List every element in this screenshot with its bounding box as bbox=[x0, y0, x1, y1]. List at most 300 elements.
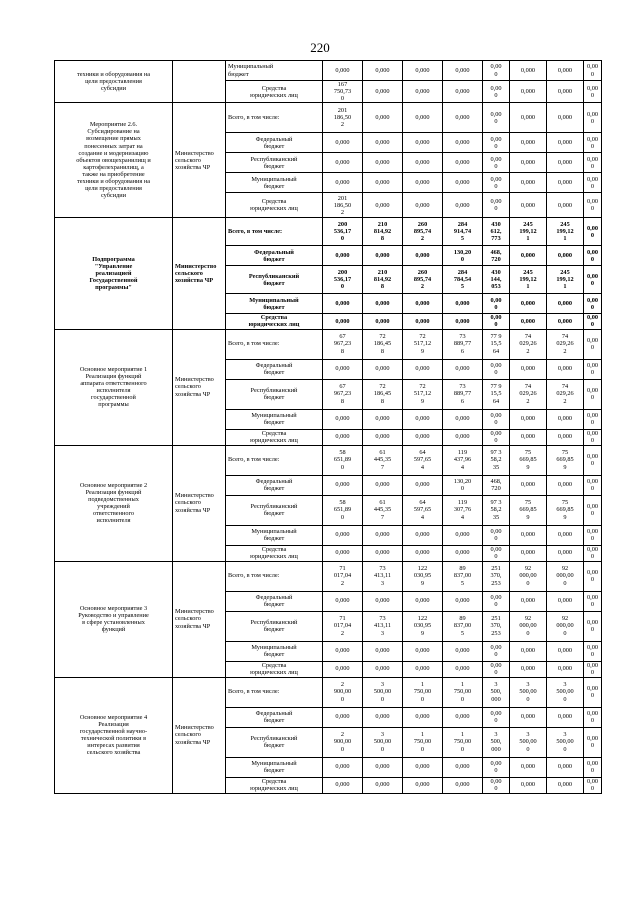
value-cell: 3 500,00 0 bbox=[510, 677, 547, 707]
program-name-cell: Подпрограмма "Управление реализацией Государственной программы" bbox=[55, 218, 173, 329]
value-cell: 130,20 0 bbox=[443, 475, 483, 495]
value-cell: 0,000 bbox=[363, 429, 403, 445]
value-cell: 0,00 0 bbox=[584, 545, 602, 561]
value-cell: 73 889,77 6 bbox=[443, 379, 483, 409]
value-cell: 0,00 0 bbox=[483, 81, 510, 103]
value-cell: 0,00 0 bbox=[483, 153, 510, 173]
value-cell: 1 750,00 0 bbox=[443, 727, 483, 757]
value-cell: 71 017,04 2 bbox=[323, 561, 363, 591]
value-cell: 0,000 bbox=[443, 545, 483, 561]
value-cell: 167 750,73 0 bbox=[323, 81, 363, 103]
value-cell: 0,000 bbox=[323, 545, 363, 561]
funding-source-cell: Муниципальный бюджет bbox=[226, 294, 323, 314]
value-cell: 0,00 0 bbox=[584, 525, 602, 545]
value-cell: 3 500,00 0 bbox=[363, 677, 403, 707]
funding-source-cell: Всего, в том числе: bbox=[226, 561, 323, 591]
funding-source-cell: Федеральный бюджет bbox=[226, 246, 323, 266]
value-cell: 0,000 bbox=[510, 591, 547, 611]
value-cell: 0,00 0 bbox=[483, 173, 510, 193]
funding-source-cell: Всего, в том числе: bbox=[226, 103, 323, 133]
value-cell: 58 651,89 0 bbox=[323, 495, 363, 525]
funding-source-cell: Республиканский бюджет bbox=[226, 153, 323, 173]
value-cell: 97 3 58,2 35 bbox=[483, 445, 510, 475]
program-name-cell: Основное мероприятие 1 Реализация функций аппарата ответственного исполнителя государственной программы bbox=[55, 329, 173, 445]
value-cell: 0,000 bbox=[547, 661, 584, 677]
value-cell: 0,000 bbox=[403, 81, 443, 103]
value-cell: 0,000 bbox=[547, 545, 584, 561]
executor-cell: Министерство сельского хозяйства ЧР bbox=[173, 329, 226, 445]
value-cell: 0,000 bbox=[403, 757, 443, 777]
value-cell: 0,000 bbox=[323, 61, 363, 81]
value-cell: 201 186,50 2 bbox=[323, 193, 363, 218]
value-cell: 0,00 0 bbox=[584, 294, 602, 314]
value-cell: 0,000 bbox=[547, 757, 584, 777]
value-cell: 0,00 0 bbox=[483, 359, 510, 379]
value-cell: 0,000 bbox=[403, 133, 443, 153]
value-cell: 89 837,00 5 bbox=[443, 611, 483, 641]
value-cell: 0,000 bbox=[547, 475, 584, 495]
table-row bbox=[55, 103, 602, 133]
value-cell: 0,00 0 bbox=[584, 561, 602, 591]
value-cell: 0,000 bbox=[510, 193, 547, 218]
value-cell: 0,000 bbox=[363, 193, 403, 218]
value-cell: 0,000 bbox=[403, 707, 443, 727]
value-cell: 0,000 bbox=[403, 409, 443, 429]
value-cell: 0,00 0 bbox=[584, 677, 602, 707]
value-cell: 200 536,17 0 bbox=[323, 218, 363, 246]
value-cell: 3 500, 000 bbox=[483, 677, 510, 707]
value-cell: 251 370, 253 bbox=[483, 561, 510, 591]
value-cell: 0,000 bbox=[403, 545, 443, 561]
executor-cell: Министерство сельского хозяйства ЧР bbox=[173, 445, 226, 561]
value-cell: 0,000 bbox=[323, 246, 363, 266]
value-cell: 0,000 bbox=[510, 475, 547, 495]
value-cell: 0,00 0 bbox=[584, 429, 602, 445]
program-name-cell: техники и оборудования на цели предоставления субсидии bbox=[55, 61, 173, 103]
program-name-cell: Основное мероприятие 4 Реализация государственной научно- технической политики в интересах развития сельского хозяйства bbox=[55, 677, 173, 793]
executor-cell: Министерство сельского хозяйства ЧР bbox=[173, 218, 226, 329]
value-cell: 0,000 bbox=[403, 525, 443, 545]
funding-source-cell: Средства юридических лиц bbox=[226, 314, 323, 329]
value-cell: 75 669,85 9 bbox=[510, 495, 547, 525]
value-cell: 1 750,00 0 bbox=[443, 677, 483, 707]
value-cell: 0,000 bbox=[363, 61, 403, 81]
value-cell: 77 9 15,5 64 bbox=[483, 329, 510, 359]
value-cell: 92 000,00 0 bbox=[510, 611, 547, 641]
value-cell: 0,000 bbox=[443, 707, 483, 727]
value-cell: 0,000 bbox=[443, 81, 483, 103]
value-cell: 0,000 bbox=[363, 591, 403, 611]
value-cell: 0,00 0 bbox=[584, 218, 602, 246]
value-cell: 0,00 0 bbox=[483, 661, 510, 677]
value-cell: 0,000 bbox=[510, 294, 547, 314]
value-cell: 0,000 bbox=[443, 153, 483, 173]
value-cell: 200 536,17 0 bbox=[323, 266, 363, 294]
value-cell: 0,000 bbox=[323, 133, 363, 153]
funding-source-cell: Всего, в том числе: bbox=[226, 677, 323, 707]
value-cell: 74 029,26 2 bbox=[547, 379, 584, 409]
value-cell: 73 889,77 6 bbox=[443, 329, 483, 359]
value-cell: 0,00 0 bbox=[584, 379, 602, 409]
value-cell: 0,00 0 bbox=[483, 133, 510, 153]
value-cell: 468, 720 bbox=[483, 246, 510, 266]
value-cell: 0,00 0 bbox=[584, 266, 602, 294]
value-cell: 0,000 bbox=[443, 661, 483, 677]
value-cell: 61 445,35 7 bbox=[363, 495, 403, 525]
funding-source-cell: Федеральный бюджет bbox=[226, 359, 323, 379]
value-cell: 97 3 58,2 35 bbox=[483, 495, 510, 525]
value-cell: 0,000 bbox=[363, 133, 403, 153]
value-cell: 0,000 bbox=[323, 757, 363, 777]
value-cell: 0,000 bbox=[403, 294, 443, 314]
value-cell: 245 199,12 1 bbox=[547, 218, 584, 246]
value-cell: 0,00 0 bbox=[584, 495, 602, 525]
value-cell: 0,000 bbox=[323, 294, 363, 314]
value-cell: 0,000 bbox=[363, 545, 403, 561]
value-cell: 58 651,89 0 bbox=[323, 445, 363, 475]
value-cell: 0,000 bbox=[547, 314, 584, 329]
value-cell: 71 017,04 2 bbox=[323, 611, 363, 641]
value-cell: 75 669,85 9 bbox=[510, 445, 547, 475]
value-cell: 0,00 0 bbox=[584, 445, 602, 475]
value-cell: 0,00 0 bbox=[584, 591, 602, 611]
value-cell: 2 900,00 0 bbox=[323, 727, 363, 757]
value-cell: 0,00 0 bbox=[483, 591, 510, 611]
value-cell: 0,000 bbox=[363, 475, 403, 495]
table-row bbox=[55, 218, 602, 246]
value-cell: 0,000 bbox=[443, 294, 483, 314]
value-cell: 72 517,12 9 bbox=[403, 329, 443, 359]
value-cell: 1 750,00 0 bbox=[403, 727, 443, 757]
value-cell: 210 814,92 8 bbox=[363, 218, 403, 246]
funding-source-cell: Республиканский бюджет bbox=[226, 379, 323, 409]
value-cell: 74 029,26 2 bbox=[510, 329, 547, 359]
value-cell: 0,000 bbox=[403, 591, 443, 611]
value-cell: 0,000 bbox=[510, 173, 547, 193]
value-cell: 245 199,12 1 bbox=[510, 218, 547, 246]
value-cell: 0,000 bbox=[547, 61, 584, 81]
program-name-cell: Основное мероприятие 2 Реализация функций подведомственных учреждений ответственного исполнителя bbox=[55, 445, 173, 561]
value-cell: 0,000 bbox=[323, 707, 363, 727]
value-cell: 0,00 0 bbox=[584, 641, 602, 661]
value-cell: 0,00 0 bbox=[584, 61, 602, 81]
funding-source-cell: Средства юридических лиц bbox=[226, 193, 323, 218]
funding-source-cell: Средства юридических лиц bbox=[226, 661, 323, 677]
value-cell: 0,000 bbox=[363, 294, 403, 314]
value-cell: 2 900,00 0 bbox=[323, 677, 363, 707]
value-cell: 0,000 bbox=[403, 314, 443, 329]
value-cell: 92 000,00 0 bbox=[547, 561, 584, 591]
value-cell: 0,000 bbox=[403, 193, 443, 218]
value-cell: 201 186,50 2 bbox=[323, 103, 363, 133]
executor-cell: Министерство сельского хозяйства ЧР bbox=[173, 561, 226, 677]
value-cell: 72 186,45 8 bbox=[363, 379, 403, 409]
funding-source-cell: Республиканский бюджет bbox=[226, 611, 323, 641]
value-cell: 0,000 bbox=[363, 359, 403, 379]
program-name-cell: Основное мероприятие 3 Руководство и управление в сфере установленных функций bbox=[55, 561, 173, 677]
value-cell: 0,000 bbox=[547, 777, 584, 793]
value-cell: 0,000 bbox=[323, 314, 363, 329]
value-cell: 430 612, 773 bbox=[483, 218, 510, 246]
value-cell: 0,00 0 bbox=[483, 193, 510, 218]
value-cell: 0,00 0 bbox=[483, 777, 510, 793]
value-cell: 251 370, 253 bbox=[483, 611, 510, 641]
value-cell: 0,000 bbox=[323, 661, 363, 677]
value-cell: 0,00 0 bbox=[584, 133, 602, 153]
funding-source-cell: Всего, в том числе: bbox=[226, 218, 323, 246]
value-cell: 0,000 bbox=[510, 409, 547, 429]
value-cell: 0,000 bbox=[547, 429, 584, 445]
value-cell: 0,000 bbox=[323, 525, 363, 545]
value-cell: 3 500,00 0 bbox=[363, 727, 403, 757]
value-cell: 0,000 bbox=[547, 525, 584, 545]
value-cell: 0,000 bbox=[443, 591, 483, 611]
value-cell: 0,000 bbox=[443, 193, 483, 218]
value-cell: 0,00 0 bbox=[584, 329, 602, 359]
value-cell: 0,000 bbox=[510, 525, 547, 545]
value-cell: 3 500, 000 bbox=[483, 727, 510, 757]
executor-cell: Министерство сельского хозяйства ЧР bbox=[173, 677, 226, 793]
value-cell: 0,000 bbox=[323, 777, 363, 793]
value-cell: 0,000 bbox=[323, 409, 363, 429]
value-cell: 73 413,11 3 bbox=[363, 561, 403, 591]
table-row bbox=[55, 677, 602, 707]
value-cell: 77 9 15,5 64 bbox=[483, 379, 510, 409]
value-cell: 122 030,95 9 bbox=[403, 561, 443, 591]
funding-source-cell: Муниципальный бюджет bbox=[226, 757, 323, 777]
value-cell: 119 437,96 4 bbox=[443, 445, 483, 475]
funding-source-cell: Республиканский бюджет bbox=[226, 495, 323, 525]
value-cell: 0,000 bbox=[363, 757, 403, 777]
value-cell: 210 814,92 8 bbox=[363, 266, 403, 294]
funding-source-cell: Республиканский бюджет bbox=[226, 266, 323, 294]
value-cell: 468, 720 bbox=[483, 475, 510, 495]
value-cell: 67 967,23 8 bbox=[323, 329, 363, 359]
value-cell: 75 669,85 9 bbox=[547, 445, 584, 475]
value-cell: 3 500,00 0 bbox=[510, 727, 547, 757]
value-cell: 72 186,45 8 bbox=[363, 329, 403, 359]
value-cell: 0,00 0 bbox=[584, 777, 602, 793]
funding-source-cell: Федеральный бюджет bbox=[226, 591, 323, 611]
value-cell: 73 413,11 3 bbox=[363, 611, 403, 641]
value-cell: 0,000 bbox=[323, 173, 363, 193]
value-cell: 130,20 0 bbox=[443, 246, 483, 266]
budget-table bbox=[54, 60, 602, 794]
value-cell: 0,000 bbox=[403, 661, 443, 677]
value-cell: 0,00 0 bbox=[584, 475, 602, 495]
value-cell: 0,00 0 bbox=[483, 545, 510, 561]
value-cell: 430 144, 053 bbox=[483, 266, 510, 294]
program-name-cell: Мероприятие 2.6. Субсидирование на возмещение прямых понесенных затрат на создание и модернизацию объектов овощехранилищ и картофелехранилищ, а также на приобретение техники и оборудования на цели предоставления субсидии bbox=[55, 103, 173, 218]
value-cell: 0,000 bbox=[443, 641, 483, 661]
value-cell: 0,000 bbox=[403, 246, 443, 266]
value-cell: 64 597,65 4 bbox=[403, 495, 443, 525]
table-row bbox=[55, 61, 602, 81]
value-cell: 0,000 bbox=[323, 641, 363, 661]
value-cell: 0,000 bbox=[510, 777, 547, 793]
value-cell: 0,000 bbox=[547, 193, 584, 218]
value-cell: 0,00 0 bbox=[483, 294, 510, 314]
value-cell: 0,00 0 bbox=[483, 707, 510, 727]
value-cell: 0,000 bbox=[363, 173, 403, 193]
value-cell: 0,000 bbox=[443, 409, 483, 429]
value-cell: 0,00 0 bbox=[483, 525, 510, 545]
value-cell: 0,000 bbox=[547, 641, 584, 661]
value-cell: 0,000 bbox=[443, 525, 483, 545]
value-cell: 0,000 bbox=[403, 103, 443, 133]
value-cell: 0,000 bbox=[510, 429, 547, 445]
value-cell: 0,000 bbox=[363, 81, 403, 103]
value-cell: 0,000 bbox=[403, 429, 443, 445]
value-cell: 0,000 bbox=[547, 591, 584, 611]
value-cell: 0,00 0 bbox=[483, 757, 510, 777]
value-cell: 122 030,95 9 bbox=[403, 611, 443, 641]
funding-source-cell: Муниципальный бюджет bbox=[226, 409, 323, 429]
funding-source-cell: Средства юридических лиц bbox=[226, 429, 323, 445]
value-cell: 0,000 bbox=[510, 757, 547, 777]
value-cell: 0,000 bbox=[510, 359, 547, 379]
value-cell: 0,000 bbox=[510, 314, 547, 329]
page-number: 220 bbox=[310, 40, 330, 55]
value-cell: 0,00 0 bbox=[584, 173, 602, 193]
value-cell: 0,00 0 bbox=[483, 61, 510, 81]
value-cell: 0,000 bbox=[363, 314, 403, 329]
value-cell: 92 000,00 0 bbox=[547, 611, 584, 641]
value-cell: 0,000 bbox=[403, 475, 443, 495]
table-row bbox=[55, 561, 602, 591]
value-cell: 0,000 bbox=[323, 429, 363, 445]
value-cell: 0,000 bbox=[363, 153, 403, 173]
value-cell: 0,000 bbox=[510, 661, 547, 677]
value-cell: 0,000 bbox=[510, 61, 547, 81]
funding-source-cell: Муниципальный бюджет bbox=[226, 61, 323, 81]
value-cell: 74 029,26 2 bbox=[510, 379, 547, 409]
value-cell: 75 669,85 9 bbox=[547, 495, 584, 525]
value-cell: 0,000 bbox=[510, 545, 547, 561]
value-cell: 0,000 bbox=[443, 133, 483, 153]
funding-source-cell: Федеральный бюджет bbox=[226, 133, 323, 153]
funding-source-cell: Всего, в том числе: bbox=[226, 445, 323, 475]
value-cell: 0,00 0 bbox=[483, 429, 510, 445]
value-cell: 3 500,00 0 bbox=[547, 727, 584, 757]
value-cell: 245 199,12 1 bbox=[510, 266, 547, 294]
funding-source-cell: Республиканский бюджет bbox=[226, 727, 323, 757]
value-cell: 74 029,26 2 bbox=[547, 329, 584, 359]
value-cell: 0,000 bbox=[403, 153, 443, 173]
value-cell: 0,000 bbox=[547, 246, 584, 266]
value-cell: 245 199,12 1 bbox=[547, 266, 584, 294]
value-cell: 0,000 bbox=[363, 103, 403, 133]
value-cell: 284 914,74 5 bbox=[443, 218, 483, 246]
table-row bbox=[55, 445, 602, 475]
value-cell: 0,000 bbox=[443, 173, 483, 193]
value-cell: 0,000 bbox=[323, 475, 363, 495]
value-cell: 0,000 bbox=[443, 777, 483, 793]
funding-source-cell: Федеральный бюджет bbox=[226, 707, 323, 727]
funding-source-cell: Средства юридических лиц bbox=[226, 81, 323, 103]
value-cell: 0,00 0 bbox=[584, 246, 602, 266]
value-cell: 64 597,65 4 bbox=[403, 445, 443, 475]
value-cell: 0,00 0 bbox=[584, 153, 602, 173]
value-cell: 0,000 bbox=[547, 153, 584, 173]
value-cell: 0,000 bbox=[510, 133, 547, 153]
value-cell: 0,000 bbox=[363, 409, 403, 429]
value-cell: 0,000 bbox=[323, 359, 363, 379]
value-cell: 0,000 bbox=[443, 103, 483, 133]
value-cell: 0,00 0 bbox=[584, 409, 602, 429]
value-cell: 0,00 0 bbox=[483, 409, 510, 429]
value-cell: 0,000 bbox=[443, 429, 483, 445]
funding-source-cell: Федеральный бюджет bbox=[226, 475, 323, 495]
value-cell: 119 307,76 4 bbox=[443, 495, 483, 525]
funding-source-cell: Муниципальный бюджет bbox=[226, 525, 323, 545]
value-cell: 0,000 bbox=[403, 777, 443, 793]
funding-source-cell: Муниципальный бюджет bbox=[226, 641, 323, 661]
value-cell: 3 500,00 0 bbox=[547, 677, 584, 707]
value-cell: 0,000 bbox=[363, 661, 403, 677]
table-row bbox=[55, 329, 602, 359]
funding-source-cell: Средства юридических лиц bbox=[226, 545, 323, 561]
value-cell: 0,00 0 bbox=[483, 103, 510, 133]
value-cell: 0,000 bbox=[547, 173, 584, 193]
value-cell: 0,000 bbox=[443, 359, 483, 379]
funding-source-cell: Средства юридических лиц bbox=[226, 777, 323, 793]
value-cell: 0,00 0 bbox=[584, 103, 602, 133]
value-cell: 0,000 bbox=[403, 61, 443, 81]
value-cell: 0,00 0 bbox=[584, 314, 602, 329]
value-cell: 89 837,00 5 bbox=[443, 561, 483, 591]
value-cell: 0,000 bbox=[363, 707, 403, 727]
value-cell: 0,000 bbox=[547, 81, 584, 103]
value-cell: 0,000 bbox=[323, 153, 363, 173]
value-cell: 67 967,23 8 bbox=[323, 379, 363, 409]
value-cell: 0,000 bbox=[547, 359, 584, 379]
value-cell: 0,00 0 bbox=[584, 359, 602, 379]
value-cell: 0,000 bbox=[403, 641, 443, 661]
executor-cell bbox=[173, 61, 226, 103]
value-cell: 0,000 bbox=[510, 246, 547, 266]
value-cell: 0,00 0 bbox=[483, 314, 510, 329]
value-cell: 0,000 bbox=[363, 641, 403, 661]
value-cell: 61 445,35 7 bbox=[363, 445, 403, 475]
value-cell: 0,000 bbox=[403, 173, 443, 193]
value-cell: 0,000 bbox=[510, 103, 547, 133]
value-cell: 0,00 0 bbox=[584, 707, 602, 727]
value-cell: 72 517,12 9 bbox=[403, 379, 443, 409]
value-cell: 1 750,00 0 bbox=[403, 677, 443, 707]
value-cell: 0,000 bbox=[363, 525, 403, 545]
value-cell: 284 784,54 5 bbox=[443, 266, 483, 294]
funding-source-cell: Всего, в том числе: bbox=[226, 329, 323, 359]
value-cell: 0,000 bbox=[510, 707, 547, 727]
value-cell: 0,000 bbox=[363, 777, 403, 793]
value-cell: 0,00 0 bbox=[584, 193, 602, 218]
value-cell: 0,000 bbox=[403, 359, 443, 379]
value-cell: 0,000 bbox=[547, 133, 584, 153]
value-cell: 0,000 bbox=[547, 103, 584, 133]
value-cell: 0,00 0 bbox=[584, 757, 602, 777]
value-cell: 0,000 bbox=[510, 641, 547, 661]
value-cell: 0,000 bbox=[547, 409, 584, 429]
value-cell: 0,00 0 bbox=[584, 727, 602, 757]
value-cell: 0,00 0 bbox=[584, 661, 602, 677]
executor-cell: Министерство сельского хозяйства ЧР bbox=[173, 103, 226, 218]
value-cell: 0,00 0 bbox=[584, 81, 602, 103]
value-cell: 92 000,00 0 bbox=[510, 561, 547, 591]
value-cell: 0,000 bbox=[547, 707, 584, 727]
value-cell: 0,00 0 bbox=[483, 641, 510, 661]
value-cell: 0,000 bbox=[363, 246, 403, 266]
